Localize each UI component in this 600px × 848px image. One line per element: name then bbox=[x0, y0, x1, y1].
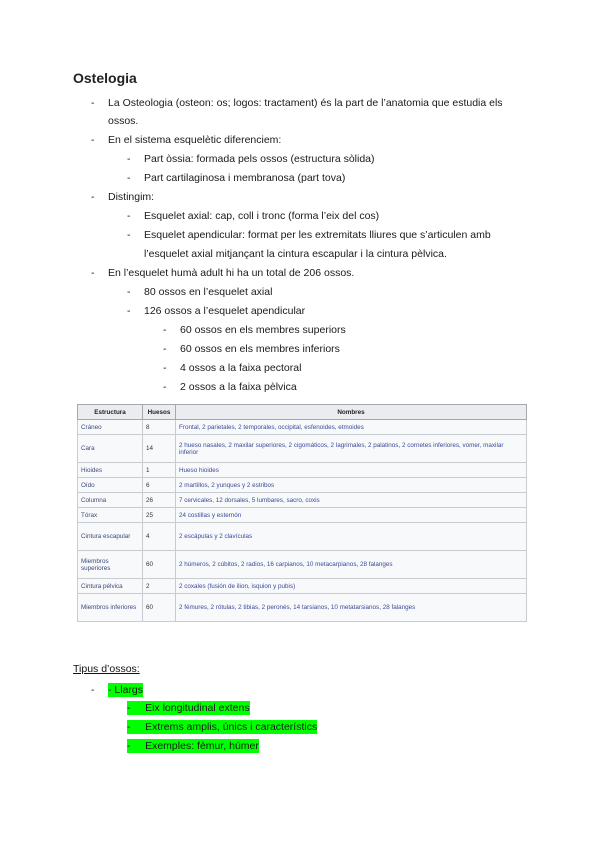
list-item: - Eix longitudinal extens bbox=[127, 702, 250, 714]
structure-cell[interactable]: Miembros inferiores bbox=[78, 594, 143, 622]
count-cell: 8 bbox=[143, 420, 176, 435]
esquelet-apendicular-1: Esquelet apendicular: format per les extremitats lliures que s’articulen amb bbox=[144, 229, 491, 241]
names-cell[interactable]: 2 fémures, 2 rótulas, 2 tibias, 2 peronés, 14 tarsianos, 10 metatarsianos, 28 falanges bbox=[176, 594, 527, 622]
count-cell: 14 bbox=[143, 435, 176, 463]
structure-cell[interactable]: Miembros superiores bbox=[78, 551, 143, 579]
structure-cell[interactable]: Cráneo bbox=[78, 420, 143, 435]
total-sub-item: 2 ossos a la faixa pèlvica bbox=[180, 381, 297, 393]
names-cell[interactable]: 2 húmeros, 2 cúbitos, 2 radios, 16 carpianos, 10 metacarpianos, 28 falanges bbox=[176, 551, 527, 579]
structure-cell[interactable]: Oído bbox=[78, 478, 143, 493]
count-cell: 60 bbox=[143, 551, 176, 579]
structure-cell[interactable]: Cintura escapular bbox=[78, 523, 143, 551]
column-header: Nombres bbox=[176, 405, 527, 420]
count-cell: 1 bbox=[143, 463, 176, 478]
count-cell: 26 bbox=[143, 493, 176, 508]
count-cell: 4 bbox=[143, 523, 176, 551]
total-label: En l’esquelet humà adult hi ha un total de 206 ossos. bbox=[108, 267, 355, 279]
total-sub-item: 60 ossos en els membres superiors bbox=[180, 324, 346, 336]
count-cell: 25 bbox=[143, 508, 176, 523]
bones-table bbox=[77, 404, 527, 622]
llargs-label: - Llargs bbox=[108, 684, 144, 696]
names-cell[interactable]: 2 coxales (fusión de ilion, isquion y pubis) bbox=[176, 579, 527, 594]
table-header-row bbox=[78, 405, 527, 420]
names-cell[interactable]: Hueso hioides bbox=[176, 463, 527, 478]
table-row bbox=[78, 435, 527, 463]
structure-cell[interactable]: Tórax bbox=[78, 508, 143, 523]
distingim-label: Distingim: bbox=[108, 191, 155, 203]
count-cell: 6 bbox=[143, 478, 176, 493]
intro-line-2: ossos. bbox=[108, 115, 139, 127]
llargs-item: Exemples: fèmur, húmer bbox=[145, 740, 259, 752]
names-cell[interactable]: 2 martillos, 2 yunques y 2 estribos bbox=[176, 478, 527, 493]
sistema-label: En el sistema esquelètic diferenciem: bbox=[108, 134, 282, 146]
table-row bbox=[78, 493, 527, 508]
page-title: Ostelogia bbox=[73, 70, 137, 86]
names-cell[interactable]: 7 cervicales, 12 dorsales, 5 lumbares, sacro, coxis bbox=[176, 493, 527, 508]
intro-line-1: La Osteologia (osteon: os; logos: tractament) és la part de l’anatomia que estudia els bbox=[108, 97, 503, 109]
column-header: Estructura bbox=[78, 405, 143, 420]
list-item: - Extrems amplis, únics i característics bbox=[127, 721, 318, 733]
structure-cell[interactable]: Columna bbox=[78, 493, 143, 508]
count-cell: 60 bbox=[143, 594, 176, 622]
table-row bbox=[78, 463, 527, 478]
sistema-item: Part cartilaginosa i membranosa (part tova) bbox=[144, 172, 346, 184]
document-page: Ostelogia - La Osteologia (osteon: os; logos: tractament) és la part de l’anatomia que estudia els ossos. - En el sistema esquelètic diferenciem: - Part òssia: formada pels ossos (estructura sòlida) - Part cartilaginosa i membranosa (part tova) - Distingim: - Esquelet axial: cap, coll i tronc (forma l’eix del cos) - Esquelet apendicular: format per les extremitats lliures que s’articulen amb l’esquelet axial mitjançant la cintura escapular i la cintura pèlvica. - En l’esquelet humà adult hi ha un total de 206 ossos. - 80 ossos en l’esquelet axial - 126 ossos a l’esquelet apendicular - 60 ossos en els membres superiors - 60 ossos en els membres inferiors - 4 ossos a la faixa pectoral - 2 ossos a la faixa pèlvica Estructura Huesos Nombres Cráneo 8 Frontal, 2 parietales, 2 temporales, occipital, esfenoides, etmoides Cara 14 2 hueso nasales, 2 maxilar superiores, 2 cigomáticos, 2 lagrimales, 2 palatinos, 2 cornetes inferiores, vomer, maxilar inferior Hioides 1 Hueso hioides Oído 6 2 martillos, 2 yunques y 2 estribos Columna 26 7 cervicales, 12 dorsales, 5 lumbares, sacro, coxis Tórax 25 24 costillas y esternón Cintura escapular 4 2 escápulas y 2 clavículas Miembros superiores 60 2 húmeros, 2 cúbitos, 2 radios, 16 carpianos, 10 metacarpianos, 28 falanges Cintura pélvica 2 2 coxales (fusión de ilion, isquion y pubis) Miembros inferiores 60 2 fémures, 2 rótulas, 2 tibias, 2 peronés, 14 tarsianos, 10 metatarsianos, 28 falanges Tipus d’ossos: - - Llargs - Eix longitudinal extens - Extrems amplis, únics i característics - Exemples: fèmur, húmer bbox=[0, 0, 600, 848]
structure-cell[interactable]: Hioides bbox=[78, 463, 143, 478]
section-title: Tipus d’ossos: bbox=[73, 663, 140, 675]
table-row bbox=[78, 478, 527, 493]
structure-cell[interactable]: Cintura pélvica bbox=[78, 579, 143, 594]
table-row bbox=[78, 551, 527, 579]
esquelet-axial: Esquelet axial: cap, coll i tronc (forma l’eix del cos) bbox=[144, 210, 380, 222]
total-sub-item: 4 ossos a la faixa pectoral bbox=[180, 362, 302, 374]
total-apendicular: 126 ossos a l’esquelet apendicular bbox=[144, 305, 306, 317]
total-sub-item: 60 ossos en els membres inferiors bbox=[180, 343, 340, 355]
table-row bbox=[78, 523, 527, 551]
names-cell[interactable]: Frontal, 2 parietales, 2 temporales, occipital, esfenoides, etmoides bbox=[176, 420, 527, 435]
total-axial: 80 ossos en l’esquelet axial bbox=[144, 286, 273, 298]
names-cell[interactable]: 2 hueso nasales, 2 maxilar superiores, 2 cigomáticos, 2 lagrimales, 2 palatinos, 2 cornetes inferiores, vomer, maxilar inferior bbox=[176, 435, 527, 463]
column-header: Huesos bbox=[143, 405, 176, 420]
names-cell[interactable]: 2 escápulas y 2 clavículas bbox=[176, 523, 527, 551]
llargs-item: Extrems amplis, únics i característics bbox=[145, 721, 318, 733]
sistema-item: Part òssia: formada pels ossos (estructura sòlida) bbox=[144, 153, 375, 165]
count-cell: 2 bbox=[143, 579, 176, 594]
esquelet-apendicular-2: l’esquelet axial mitjançant la cintura escapular i la cintura pèlvica. bbox=[144, 248, 447, 260]
names-cell[interactable]: 24 costillas y esternón bbox=[176, 508, 527, 523]
structure-cell[interactable]: Cara bbox=[78, 435, 143, 463]
table-row bbox=[78, 594, 527, 622]
llargs-item: Eix longitudinal extens bbox=[145, 702, 250, 714]
table-row bbox=[78, 420, 527, 435]
table-row bbox=[78, 579, 527, 594]
list-item: - Exemples: fèmur, húmer bbox=[127, 740, 259, 752]
table-row bbox=[78, 508, 527, 523]
